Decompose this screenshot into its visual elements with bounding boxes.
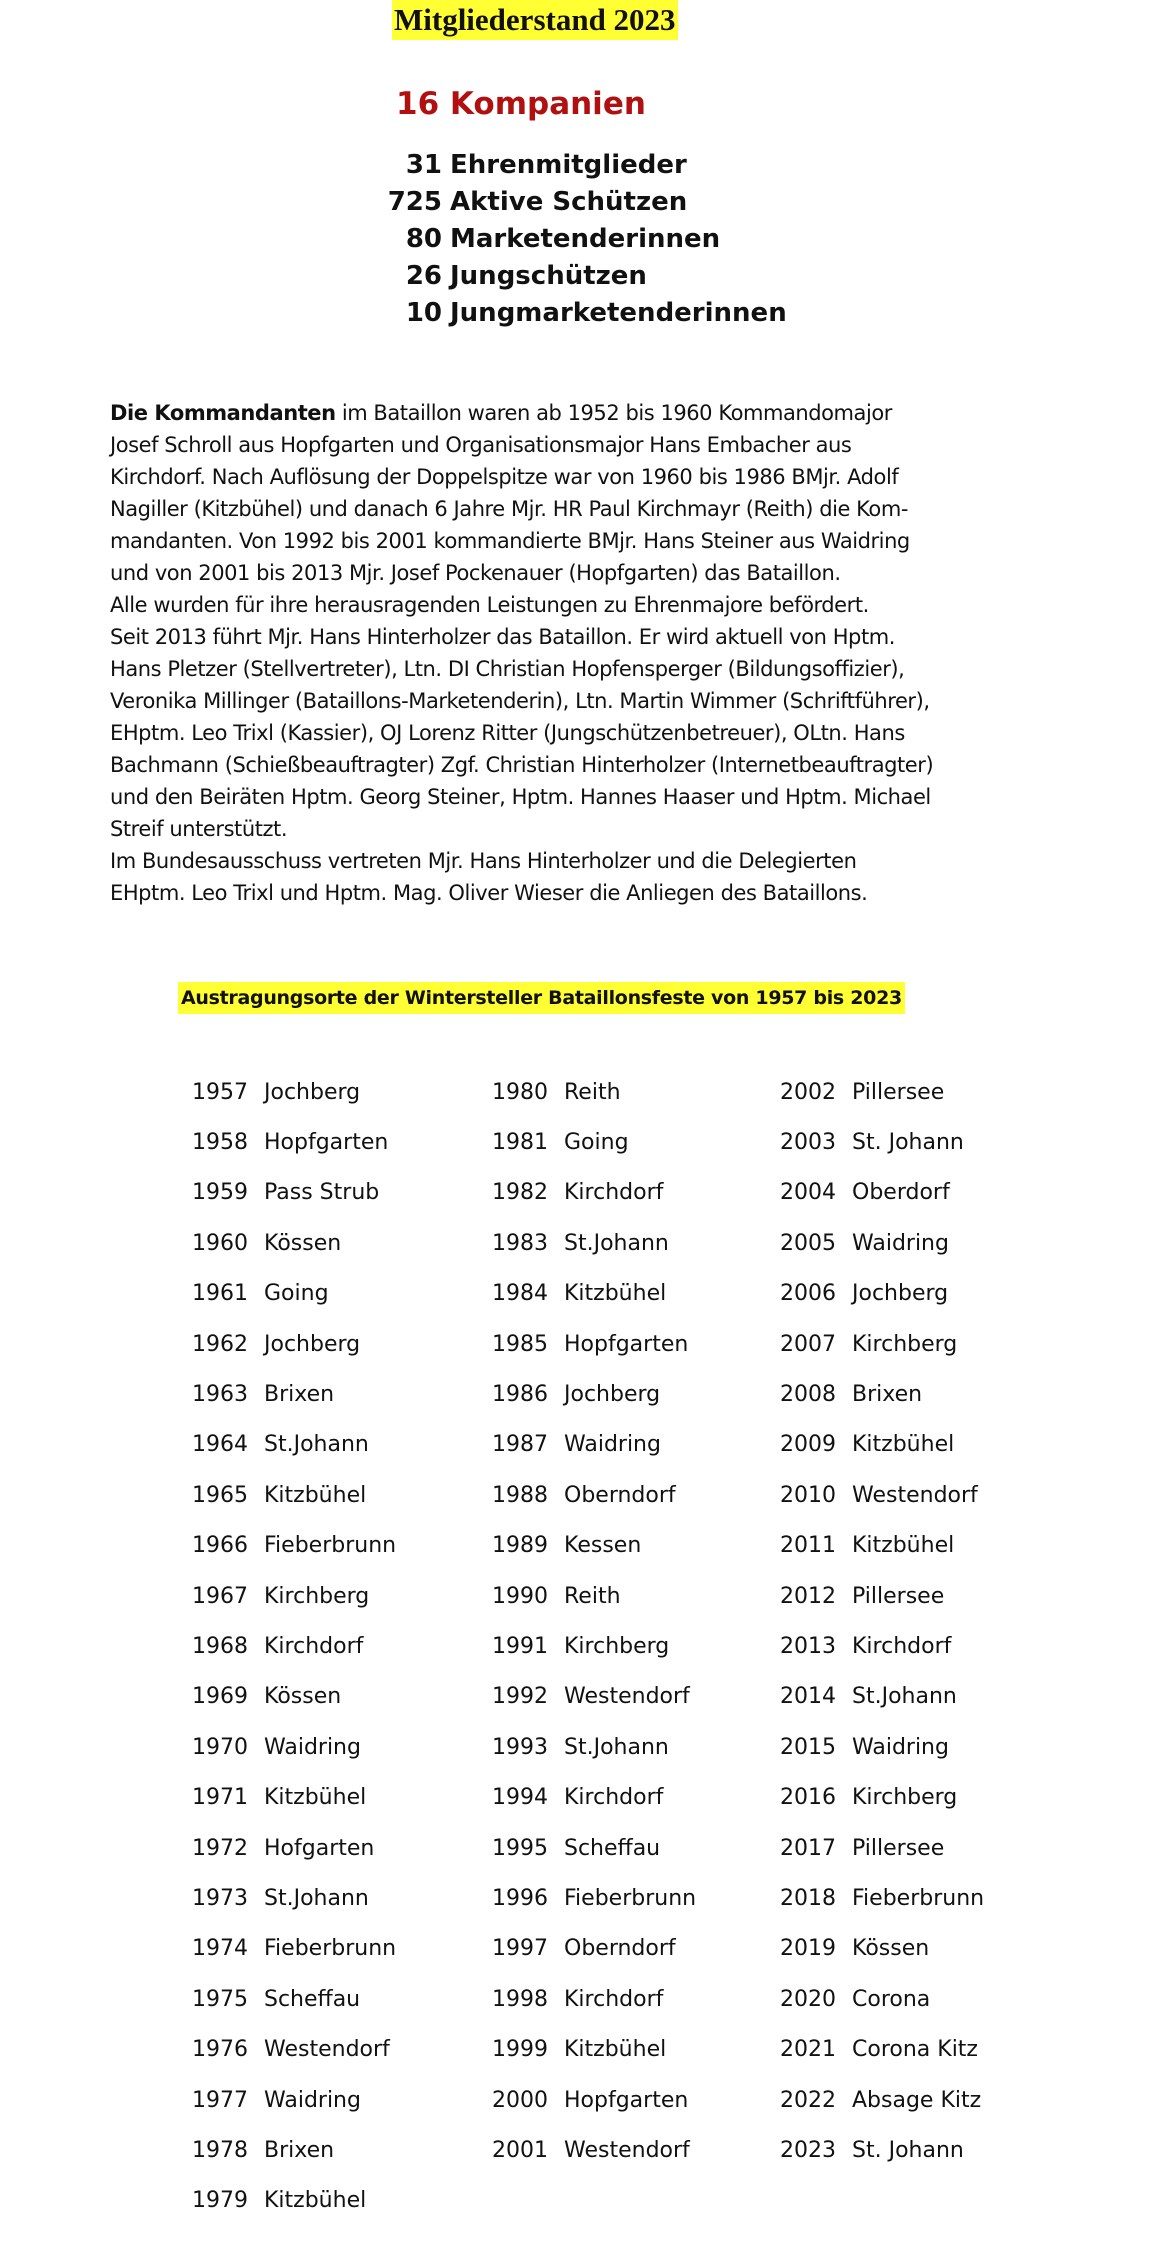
paragraph-line: Bachmann (Schießbeauftragter) Zgf. Christian Hinterholzer (Internetbeauftragter) [110, 753, 934, 777]
fest-year: 1977 [192, 2087, 248, 2113]
fest-row [486, 1269, 696, 1319]
fest-row [486, 1571, 696, 1621]
fest-place: Kitzbühel [264, 1482, 367, 1508]
fest-row [186, 1823, 396, 1873]
fest-row [774, 1621, 984, 1671]
fest-row [486, 1117, 696, 1167]
paragraph-line: und von 2001 bis 2013 Mjr. Josef Pockenauer (Hopfgarten) das Bataillon. [110, 561, 841, 585]
fest-place: Kössen [264, 1230, 342, 1256]
fest-year: 1966 [192, 1533, 248, 1559]
fest-place: Going [564, 1130, 629, 1156]
fest-row [774, 1269, 984, 1319]
fest-place: Pillersee [852, 1835, 945, 1861]
fest-year: 1967 [192, 1583, 248, 1609]
fest-locations-heading: Austragungsorte der Wintersteller Bataillonsfeste von 1957 bis 2023 [178, 982, 905, 1014]
fest-year: 2019 [780, 1936, 836, 1962]
fest-row [186, 1672, 396, 1722]
fest-row [774, 1218, 984, 1268]
paragraph-lead: Die Kommandanten [110, 401, 336, 425]
fest-place: Brixen [264, 2137, 335, 2163]
page-title: Mitgliederstand 2023 [392, 0, 678, 40]
fest-row [774, 1571, 984, 1621]
fest-place: Jochberg [852, 1281, 949, 1307]
stat-row [380, 183, 787, 220]
fest-row [186, 1571, 396, 1621]
fest-place: Kirchberg [264, 1583, 370, 1609]
fest-year: 2007 [780, 1331, 836, 1357]
fest-year: 1960 [192, 1230, 248, 1256]
fest-place: Brixen [264, 1382, 335, 1408]
fest-place: Absage Kitz [852, 2087, 982, 2113]
fest-row [186, 1470, 396, 1520]
stat-count: 31 [405, 149, 442, 180]
fest-row [774, 1067, 984, 1117]
fest-year: 1994 [492, 1785, 548, 1811]
paragraph-line: Veronika Millinger (Bataillons-Marketenderin), Ltn. Martin Wimmer (Schriftführer), [110, 689, 930, 713]
fest-row [186, 1067, 396, 1117]
fest-year: 1981 [492, 1130, 548, 1156]
fest-year: 1957 [192, 1079, 248, 1105]
stat-count: 10 [405, 297, 442, 328]
fest-place: Kitzbühel [264, 2188, 367, 2214]
paragraph-line-text: im Bataillon waren ab 1952 bis 1960 Kommandomajor [335, 401, 892, 425]
fest-place: Reith [564, 1079, 621, 1105]
fest-year: 2015 [780, 1734, 836, 1760]
fest-row [774, 2125, 984, 2175]
fest-place: Kirchdorf [564, 1785, 664, 1811]
fest-place: Westendorf [564, 2137, 690, 2163]
fest-row [486, 1420, 696, 1470]
fest-year: 2017 [780, 1835, 836, 1861]
fest-row [186, 1924, 396, 1974]
fest-year: 1968 [192, 1633, 248, 1659]
fest-year: 2010 [780, 1482, 836, 1508]
fest-row [486, 1218, 696, 1268]
fest-row [486, 1924, 696, 1974]
member-stats [380, 146, 787, 331]
fest-place: Kitzbühel [564, 1281, 667, 1307]
paragraph-line: Josef Schroll aus Hopfgarten und Organisationsmajor Hans Embacher aus [110, 433, 852, 457]
fest-place: Fieberbrunn [564, 1885, 697, 1911]
fest-year: 1992 [492, 1684, 548, 1710]
paragraph-line: Streif unterstützt. [110, 817, 288, 841]
fest-year: 1983 [492, 1230, 548, 1256]
fest-row [186, 1873, 396, 1923]
fest-row [774, 1722, 984, 1772]
fest-place: Kirchdorf [564, 1180, 664, 1206]
fest-column-1 [186, 1067, 396, 2226]
fest-year: 1988 [492, 1482, 548, 1508]
fest-row [774, 1924, 984, 1974]
fest-year: 2021 [780, 2037, 836, 2063]
fest-year: 1996 [492, 1885, 548, 1911]
fest-row [774, 1369, 984, 1419]
stat-label: Jungmarketenderinnen [450, 297, 787, 328]
fest-place: Pass Strub [264, 1180, 380, 1206]
fest-row [186, 1974, 396, 2024]
fest-place: Hofgarten [264, 1835, 375, 1861]
fest-place: Westendorf [264, 2037, 390, 2063]
fest-row [774, 1168, 984, 1218]
fest-place: Fieberbrunn [852, 1885, 985, 1911]
fest-place: Brixen [852, 1382, 923, 1408]
stat-label: Jungschützen [450, 260, 647, 291]
fest-place: Jochberg [564, 1382, 661, 1408]
fest-place: Waidring [264, 1734, 361, 1760]
fest-year: 2004 [780, 1180, 836, 1206]
fest-row [186, 1521, 396, 1571]
fest-place: Oberdorf [852, 1180, 950, 1206]
fest-place: Waidring [852, 1734, 949, 1760]
fest-row [186, 1218, 396, 1268]
fest-place: Going [264, 1281, 329, 1307]
fest-year: 2020 [780, 1986, 836, 2012]
fest-place: Kirchberg [852, 1785, 958, 1811]
fest-year: 2005 [780, 1230, 836, 1256]
fest-place: Reith [564, 1583, 621, 1609]
paragraph-line [110, 397, 1090, 429]
fest-place: Waidring [264, 2087, 361, 2113]
fest-place: Kitzbühel [852, 1432, 955, 1458]
fest-row [486, 1873, 696, 1923]
fest-place: Fieberbrunn [264, 1533, 397, 1559]
fest-year: 1990 [492, 1583, 548, 1609]
fest-year: 1989 [492, 1533, 548, 1559]
fest-year: 1959 [192, 1180, 248, 1206]
fest-place: Kitzbühel [564, 2037, 667, 2063]
fest-year: 2002 [780, 1079, 836, 1105]
fest-year: 1985 [492, 1331, 548, 1357]
fest-year: 1963 [192, 1382, 248, 1408]
stat-row [380, 294, 787, 331]
fest-year: 1976 [192, 2037, 248, 2063]
fest-place: Westendorf [564, 1684, 690, 1710]
fest-row [486, 2024, 696, 2074]
fest-row [186, 2176, 396, 2226]
fest-year: 2001 [492, 2137, 548, 2163]
fest-row [186, 1269, 396, 1319]
fest-row [186, 1117, 396, 1167]
companies-heading: 16 Kompanien [396, 86, 646, 122]
fest-row [186, 1369, 396, 1419]
fest-place: Kitzbühel [264, 1785, 367, 1811]
fest-place: St.Johann [564, 1734, 669, 1760]
fest-year: 1958 [192, 1130, 248, 1156]
fest-year: 1982 [492, 1180, 548, 1206]
fest-place: Jochberg [264, 1079, 361, 1105]
fest-place: Waidring [852, 1230, 949, 1256]
fest-row [774, 1873, 984, 1923]
fest-place: Hopfgarten [564, 2087, 689, 2113]
fest-row [186, 1621, 396, 1671]
fest-year: 1964 [192, 1432, 248, 1458]
paragraph-line: Alle wurden für ihre herausragenden Leistungen zu Ehrenmajore befördert. [110, 593, 869, 617]
fest-year: 1972 [192, 1835, 248, 1861]
fest-place: Kessen [564, 1533, 642, 1559]
fest-row [486, 1369, 696, 1419]
paragraph-line: EHptm. Leo Trixl und Hptm. Mag. Oliver Wieser die Anliegen des Bataillons. [110, 881, 868, 905]
fest-place: St.Johann [564, 1230, 669, 1256]
commanders-paragraph [110, 397, 1090, 909]
fest-year: 2014 [780, 1684, 836, 1710]
fest-place: Corona Kitz [852, 2037, 978, 2063]
fest-row [186, 1722, 396, 1772]
fest-row [486, 1772, 696, 1822]
fest-place: Kössen [264, 1684, 342, 1710]
fest-place: Oberndorf [564, 1936, 676, 1962]
fest-year: 2018 [780, 1885, 836, 1911]
fest-place: Pillersee [852, 1583, 945, 1609]
fest-row [486, 1621, 696, 1671]
fest-row [486, 2125, 696, 2175]
fest-place: Waidring [564, 1432, 661, 1458]
fest-row [486, 1823, 696, 1873]
stat-row [380, 257, 787, 294]
fest-year: 1979 [192, 2188, 248, 2214]
fest-place: Kirchberg [852, 1331, 958, 1357]
paragraph-line: Seit 2013 führt Mjr. Hans Hinterholzer das Bataillon. Er wird aktuell von Hptm. [110, 625, 895, 649]
fest-year: 1984 [492, 1281, 548, 1307]
stat-label: Ehrenmitglieder [450, 149, 687, 180]
fest-year: 1993 [492, 1734, 548, 1760]
paragraph-line: mandanten. Von 1992 bis 2001 kommandierte BMjr. Hans Steiner aus Waidring [110, 529, 910, 553]
fest-row [774, 1117, 984, 1167]
paragraph-line: Im Bundesausschuss vertreten Mjr. Hans Hinterholzer und die Delegierten [110, 849, 857, 873]
fest-place: St.Johann [264, 1885, 369, 1911]
fest-year: 1965 [192, 1482, 248, 1508]
paragraph-line: Hans Pletzer (Stellvertreter), Ltn. DI Christian Hopfensperger (Bildungsoffizier), [110, 657, 905, 681]
fest-row [486, 1722, 696, 1772]
fest-place: Corona [852, 1986, 931, 2012]
fest-row [774, 1470, 984, 1520]
fest-year: 1991 [492, 1633, 548, 1659]
fest-year: 1995 [492, 1835, 548, 1861]
fest-year: 1986 [492, 1382, 548, 1408]
stat-count: 725 [387, 186, 442, 217]
fest-row [486, 2075, 696, 2125]
fest-place: Jochberg [264, 1331, 361, 1357]
fest-year: 2023 [780, 2137, 836, 2163]
fest-place: Hopfgarten [264, 1130, 389, 1156]
paragraph-line: und den Beiräten Hptm. Georg Steiner, Hptm. Hannes Haaser und Hptm. Michael [110, 785, 931, 809]
fest-place: St.Johann [264, 1432, 369, 1458]
fest-year: 1969 [192, 1684, 248, 1710]
fest-row [486, 1974, 696, 2024]
fest-year: 1973 [192, 1885, 248, 1911]
fest-year: 2000 [492, 2087, 548, 2113]
fest-year: 2022 [780, 2087, 836, 2113]
fest-year: 1961 [192, 1281, 248, 1307]
fest-row [486, 1319, 696, 1369]
fest-year: 2013 [780, 1633, 836, 1659]
fest-year: 1999 [492, 2037, 548, 2063]
fest-place: Pillersee [852, 1079, 945, 1105]
fest-place: Kirchberg [564, 1633, 670, 1659]
fest-year: 1997 [492, 1936, 548, 1962]
fest-year: 2003 [780, 1130, 836, 1156]
fest-year: 1987 [492, 1432, 548, 1458]
fest-row [486, 1067, 696, 1117]
stat-label: Marketenderinnen [450, 223, 721, 254]
fest-year: 1975 [192, 1986, 248, 2012]
fest-row [186, 2024, 396, 2074]
stat-row [380, 220, 787, 257]
fest-place: Oberndorf [564, 1482, 676, 1508]
fest-place: Westendorf [852, 1482, 978, 1508]
fest-place: Kitzbühel [852, 1533, 955, 1559]
stat-count: 80 [405, 223, 442, 254]
fest-year: 1998 [492, 1986, 548, 2012]
fest-year: 1978 [192, 2137, 248, 2163]
stat-label: Aktive Schützen [450, 186, 688, 217]
fest-row [774, 1319, 984, 1369]
fest-year: 2016 [780, 1785, 836, 1811]
fest-place: Kössen [852, 1936, 930, 1962]
fest-row [186, 1772, 396, 1822]
fest-year: 2012 [780, 1583, 836, 1609]
paragraph-line: EHptm. Leo Trixl (Kassier), OJ Lorenz Ritter (Jungschützenbetreuer), OLtn. Hans [110, 721, 905, 745]
stat-count: 26 [405, 260, 442, 291]
fest-place: Kirchdorf [564, 1986, 664, 2012]
fest-row [186, 2075, 396, 2125]
fest-place: Kirchdorf [852, 1633, 952, 1659]
fest-place: St. Johann [852, 2137, 964, 2163]
fest-place: St.Johann [852, 1684, 957, 1710]
fest-place: Scheffau [564, 1835, 661, 1861]
fest-year: 2009 [780, 1432, 836, 1458]
fest-year: 1974 [192, 1936, 248, 1962]
fest-year: 1962 [192, 1331, 248, 1357]
fest-row [774, 1672, 984, 1722]
fest-row [486, 1470, 696, 1520]
fest-row [486, 1521, 696, 1571]
fest-place: Fieberbrunn [264, 1936, 397, 1962]
fest-row [774, 2075, 984, 2125]
fest-row [486, 1672, 696, 1722]
fest-row [774, 1772, 984, 1822]
fest-row [186, 1168, 396, 1218]
fest-column-2 [486, 1067, 696, 2176]
fest-year: 2011 [780, 1533, 836, 1559]
paragraph-line: Kirchdorf. Nach Auflösung der Doppelspitze war von 1960 bis 1986 BMjr. Adolf [110, 465, 899, 489]
fest-row [486, 1168, 696, 1218]
fest-place: Kirchdorf [264, 1633, 364, 1659]
stat-row [380, 146, 787, 183]
fest-year: 1980 [492, 1079, 548, 1105]
fest-row [774, 1420, 984, 1470]
fest-place: Scheffau [264, 1986, 361, 2012]
fest-row [186, 1420, 396, 1470]
fest-year: 2008 [780, 1382, 836, 1408]
fest-year: 1970 [192, 1734, 248, 1760]
fest-row [774, 1974, 984, 2024]
fest-row [774, 1521, 984, 1571]
fest-row [186, 1319, 396, 1369]
fest-row [186, 2125, 396, 2175]
fest-year: 1971 [192, 1785, 248, 1811]
paragraph-line: Nagiller (Kitzbühel) und danach 6 Jahre Mjr. HR Paul Kirchmayr (Reith) die Kom- [110, 497, 908, 521]
fest-row [774, 1823, 984, 1873]
fest-year: 2006 [780, 1281, 836, 1307]
fest-place: Hopfgarten [564, 1331, 689, 1357]
fest-place: St. Johann [852, 1130, 964, 1156]
fest-row [774, 2024, 984, 2074]
fest-column-3 [774, 1067, 984, 2176]
